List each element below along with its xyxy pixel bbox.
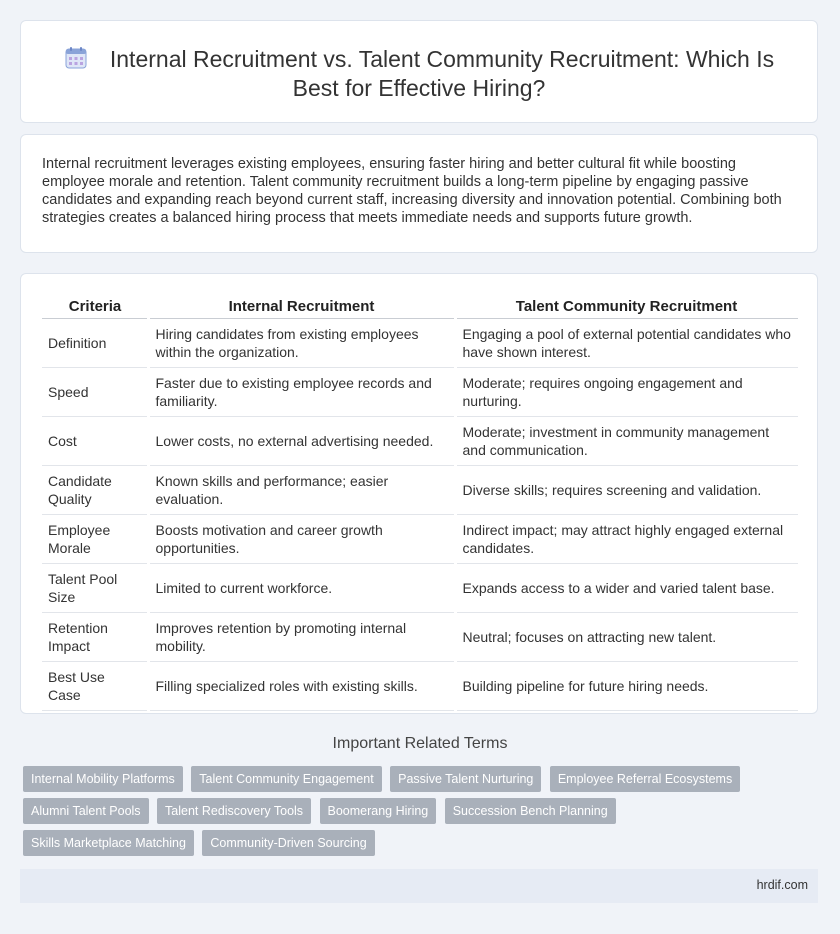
- criteria-cell: Speed: [42, 368, 148, 417]
- criteria-cell: Retention Impact: [42, 613, 148, 662]
- table-row: [42, 319, 798, 368]
- criteria-cell: Talent Pool Size: [42, 564, 148, 613]
- table-row: [42, 368, 798, 417]
- comparison-table: [42, 296, 798, 711]
- table-row: [42, 466, 798, 515]
- header-criteria: Criteria: [42, 296, 148, 319]
- related-terms-heading: Important Related Terms: [332, 735, 508, 752]
- talent-community-cell: Moderate; investment in community management and communication.: [455, 417, 798, 466]
- tag-boomerang-hiring[interactable]: Boomerang Hiring: [320, 798, 437, 824]
- footer-site-link[interactable]: hrdif.com: [756, 878, 808, 892]
- criteria-cell: Employee Morale: [42, 515, 148, 564]
- comparison-card: [20, 273, 818, 714]
- header-internal: Internal Recruitment: [148, 296, 455, 319]
- table-row: [42, 564, 798, 613]
- criteria-cell: Definition: [42, 319, 148, 368]
- table-row: [42, 515, 798, 564]
- internal-cell: Known skills and performance; easier evaluation.: [148, 466, 455, 515]
- calendar-icon: [64, 46, 88, 70]
- criteria-cell: Candidate Quality: [42, 466, 148, 515]
- talent-community-cell: Expands access to a wider and varied talent base.: [455, 564, 798, 613]
- talent-community-cell: Moderate; requires ongoing engagement and nurturing.: [455, 368, 798, 417]
- tag-talent-community-engagement[interactable]: Talent Community Engagement: [191, 766, 381, 792]
- internal-cell: Limited to current workforce.: [148, 564, 455, 613]
- tag-alumni-talent-pools[interactable]: Alumni Talent Pools: [23, 798, 149, 824]
- talent-community-cell: Engaging a pool of external potential candidates who have shown interest.: [455, 319, 798, 368]
- criteria-cell: Cost: [42, 417, 148, 466]
- table-row: [42, 613, 798, 662]
- intro-paragraph: Internal recruitment leverages existing employees, ensuring faster hiring and better cultural fit while boosting employee morale and retention. Talent community recruitment builds a long-term pipeline by engaging passive candidates and expanding reach beyond current staff, increasing diversity and innovation potential. Combining both strategies creates a balanced hiring process that meets immediate needs and supports future growth.: [42, 156, 782, 226]
- talent-community-cell: Neutral; focuses on attracting new talent.: [455, 613, 798, 662]
- tag-community-driven-sourcing[interactable]: Community-Driven Sourcing: [202, 830, 374, 856]
- footer: [20, 869, 818, 903]
- title-card: [20, 20, 818, 123]
- tag-passive-talent-nurturing[interactable]: Passive Talent Nurturing: [390, 766, 541, 792]
- talent-community-cell: Building pipeline for future hiring needs.: [455, 662, 798, 711]
- header-talent-community: Talent Community Recruitment: [455, 296, 798, 319]
- table-row: [42, 662, 798, 711]
- criteria-cell: Best Use Case: [42, 662, 148, 711]
- tag-talent-rediscovery-tools[interactable]: Talent Rediscovery Tools: [157, 798, 311, 824]
- tag-succession-bench-planning[interactable]: Succession Bench Planning: [445, 798, 616, 824]
- page-title: [51, 45, 787, 103]
- internal-cell: Lower costs, no external advertising needed.: [148, 417, 455, 466]
- internal-cell: Hiring candidates from existing employees within the organization.: [148, 319, 455, 368]
- internal-cell: Filling specialized roles with existing skills.: [148, 662, 455, 711]
- tag-skills-marketplace-matching[interactable]: Skills Marketplace Matching: [23, 830, 194, 856]
- title-text: Internal Recruitment vs. Talent Community Recruitment: Which Is Best for Effective Hiring?: [109, 46, 775, 101]
- tag-employee-referral-ecosystems[interactable]: Employee Referral Ecosystems: [550, 766, 740, 792]
- related-terms-list: [23, 766, 793, 862]
- talent-community-cell: Diverse skills; requires screening and validation.: [455, 466, 798, 515]
- table-header-row: [42, 296, 798, 319]
- table-row: [42, 417, 798, 466]
- internal-cell: Faster due to existing employee records and familiarity.: [148, 368, 455, 417]
- talent-community-cell: Indirect impact; may attract highly engaged external candidates.: [455, 515, 798, 564]
- tag-internal-mobility-platforms[interactable]: Internal Mobility Platforms: [23, 766, 183, 792]
- intro-card: [20, 134, 818, 253]
- internal-cell: Boosts motivation and career growth opportunities.: [148, 515, 455, 564]
- internal-cell: Improves retention by promoting internal mobility.: [148, 613, 455, 662]
